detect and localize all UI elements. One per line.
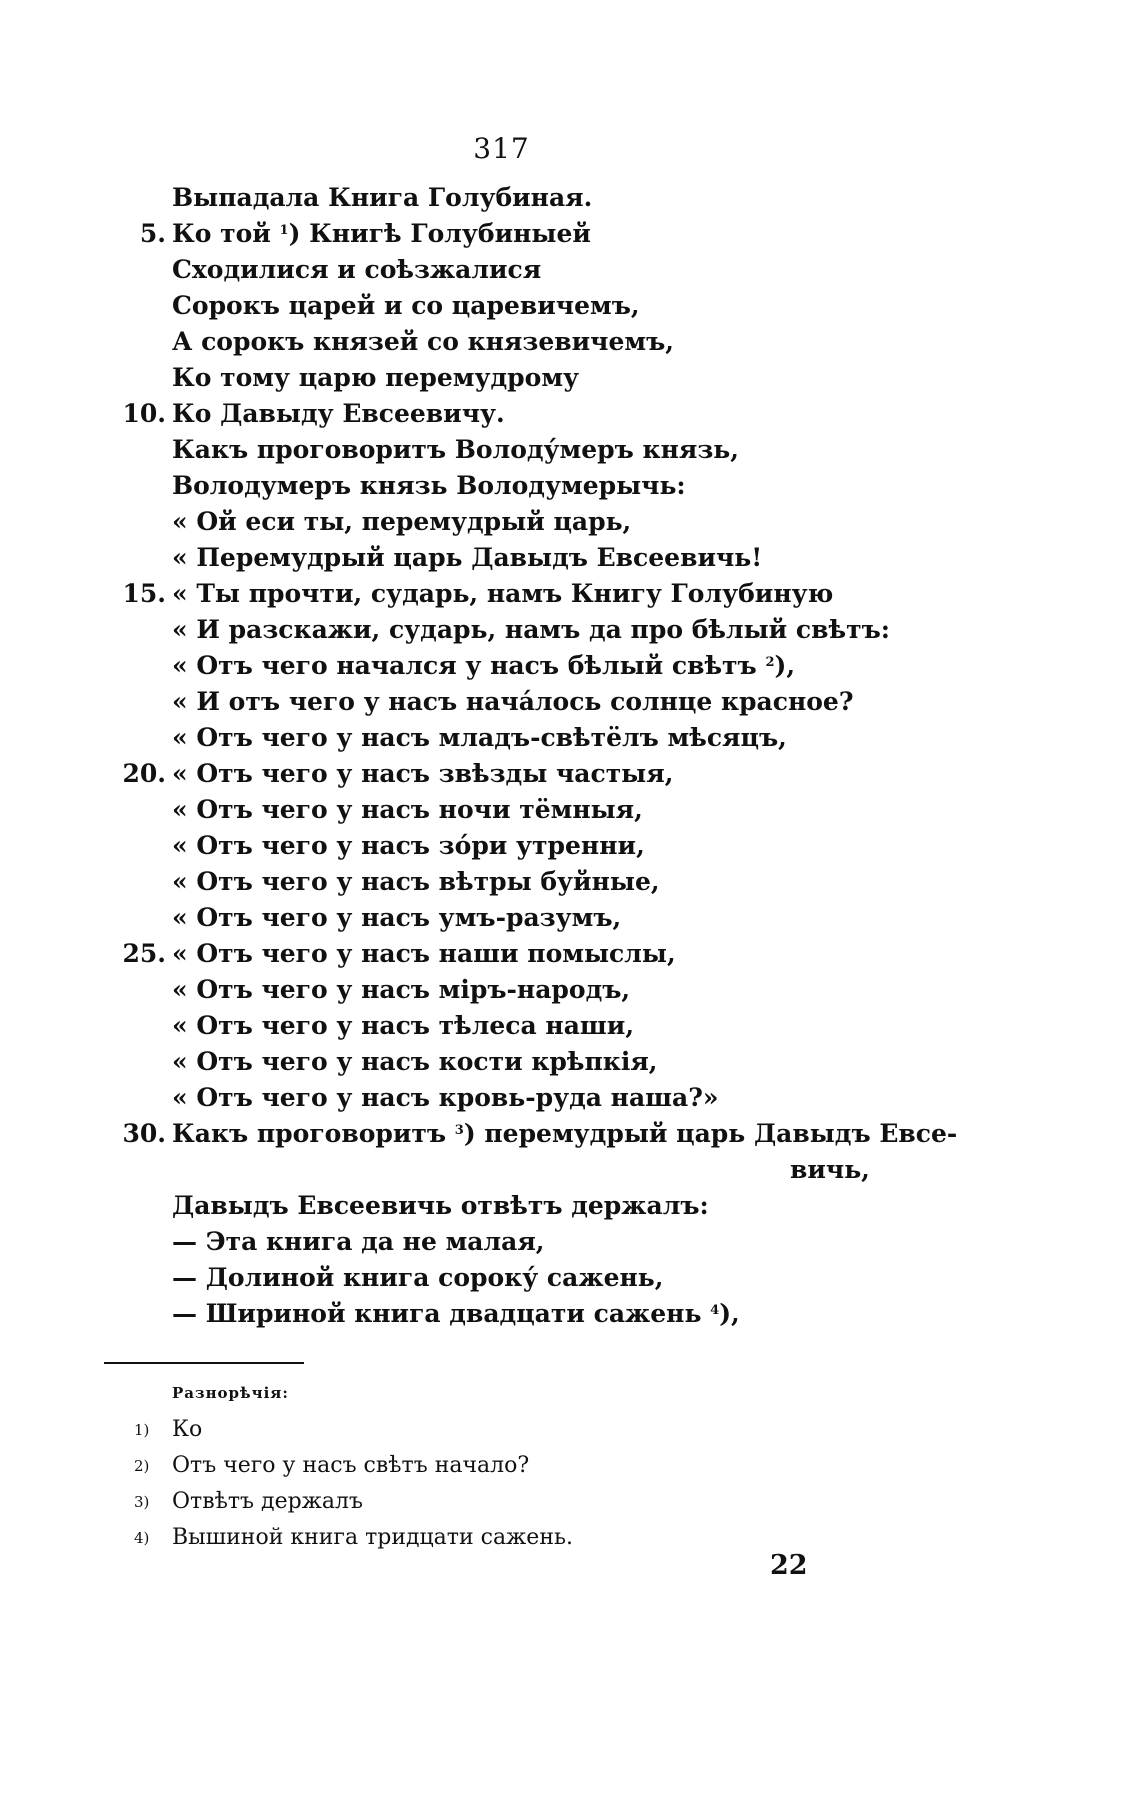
verse-line [0, 1008, 1000, 1044]
line-text-main: вичь, [790, 1155, 870, 1184]
line-text-main: — Эта книга да не малая, [172, 1227, 545, 1256]
variant-item [0, 1520, 700, 1556]
line-text-main: Давыдъ Евсеевичь отвѣтъ держалъ: [172, 1191, 709, 1220]
verse-line [0, 864, 1000, 900]
variant-text: Отъ чего у насъ свѣтъ начало? [172, 1453, 530, 1478]
line-text [172, 900, 621, 936]
footnote-ref-paren: ) [463, 1119, 476, 1148]
line-text-main: Какъ проговоритъ [172, 1119, 455, 1148]
line-text [172, 432, 739, 468]
verse-line [0, 972, 1000, 1008]
line-text-main: « Отъ чего начался у насъ бѣлый свѣтъ [172, 651, 766, 680]
line-text-main: « И разскажи, сударь, намъ да про бѣлый свѣтъ: [172, 615, 890, 644]
line-text [172, 396, 505, 432]
line-text [172, 864, 660, 900]
verse-line [0, 216, 1000, 252]
line-text-main: « И отъ чего у насъ нача́лось солнце красное? [172, 687, 854, 716]
line-text-after: , [731, 1299, 740, 1328]
line-text-main: « Отъ чего у насъ звѣзды частыя, [172, 759, 674, 788]
variant-mark: 2) [134, 1457, 150, 1475]
line-text [172, 1008, 634, 1044]
line-text [790, 1152, 870, 1188]
line-text [172, 540, 762, 576]
verse-line [0, 252, 1000, 288]
verse-line [0, 684, 1000, 720]
line-text [172, 1116, 957, 1152]
line-text-main: « Отъ чего у насъ ночи тёмныя, [172, 795, 643, 824]
line-number: 25. [122, 939, 166, 968]
line-text [172, 288, 640, 324]
line-text [172, 1188, 709, 1224]
verse-line [0, 612, 1000, 648]
verse-line [0, 1188, 1000, 1224]
variant-mark: 1) [134, 1421, 150, 1439]
verse-line [0, 756, 1000, 792]
verse-line [0, 504, 1000, 540]
line-text [172, 1044, 658, 1080]
verse-line [0, 1080, 1000, 1116]
verse-line [0, 432, 1000, 468]
footnote-ref: 1 [279, 223, 289, 238]
line-text [172, 792, 643, 828]
variant-text: Ко [172, 1417, 203, 1442]
line-text-main: Володумеръ князь Володумерычь: [172, 471, 686, 500]
variant-mark: 3) [134, 1493, 150, 1511]
line-text [172, 720, 787, 756]
verse-line [0, 1044, 1000, 1080]
line-text-after: перемудрый царь Давыдъ Евсе- [475, 1119, 958, 1148]
line-text-main: « Отъ чего у насъ кости крѣпкія, [172, 1047, 658, 1076]
variant-item [0, 1448, 700, 1484]
verse-line [0, 720, 1000, 756]
footnote-ref: 4 [710, 1303, 720, 1318]
line-text [172, 360, 579, 396]
variant-item [0, 1484, 700, 1520]
line-text-main: Сходилися и соѣзжалися [172, 255, 542, 284]
line-text-main: — Долиной книга сороку́ сажень, [172, 1263, 664, 1292]
variants-list [0, 1412, 700, 1556]
line-text-main: Выпадала Книга Голубиная. [172, 183, 593, 212]
verse-line [0, 468, 1000, 504]
verse-line [0, 540, 1000, 576]
line-text [172, 612, 890, 648]
variant-mark: 4) [134, 1529, 150, 1547]
line-text [172, 216, 591, 252]
verse-line [0, 576, 1000, 612]
line-text-after: Книгѣ Голубиныей [300, 219, 591, 248]
line-text-after: , [786, 651, 796, 680]
variant-text: Вышиной книга тридцати сажень. [172, 1525, 573, 1550]
footnote-ref-paren: ) [288, 219, 301, 248]
line-number: 30. [122, 1119, 166, 1148]
line-text-main: Сорокъ царей и со царевичемъ, [172, 291, 640, 320]
line-text-main: « Отъ чего у насъ міръ-народъ, [172, 975, 631, 1004]
line-number: 10. [122, 399, 166, 428]
line-text-main: « Отъ чего у насъ тѣлеса наши, [172, 1011, 635, 1040]
verse-line [0, 288, 1000, 324]
signature-mark: 22 [770, 1550, 808, 1581]
line-text [172, 1296, 740, 1332]
line-text [172, 1224, 545, 1260]
verse-line [0, 1224, 1000, 1260]
line-number: 20. [122, 759, 166, 788]
footnote-ref: 3 [454, 1123, 464, 1138]
verse-line [0, 180, 1000, 216]
verse-block [0, 180, 1000, 1332]
line-text [172, 936, 676, 972]
line-text-main: « Отъ чего у насъ умъ-разумъ, [172, 903, 622, 932]
variant-text: Отвѣтъ держалъ [172, 1489, 363, 1514]
line-text [172, 180, 592, 216]
line-text [172, 1260, 663, 1296]
line-text-main: Какъ проговоритъ Володу́меръ князь, [172, 435, 739, 464]
verse-line [0, 792, 1000, 828]
footnote-ref: 2 [765, 655, 775, 670]
footnote-rule [104, 1362, 304, 1364]
verse-line [0, 1260, 1000, 1296]
line-text [172, 972, 630, 1008]
verse-line [0, 1116, 1000, 1152]
line-text [172, 504, 631, 540]
footnote-ref-paren: ) [719, 1299, 732, 1328]
verse-line [0, 324, 1000, 360]
line-text [172, 576, 833, 612]
verse-line [0, 936, 1000, 972]
variant-item [0, 1412, 700, 1448]
line-text [172, 324, 674, 360]
line-text [172, 468, 686, 504]
line-text-main: « Отъ чего у насъ младъ-свѣтёлъ мѣсяцъ, [172, 723, 787, 752]
verse-line [0, 648, 1000, 684]
line-text-main: А сорокъ князей со князевичемъ, [172, 327, 674, 356]
verse-line [0, 900, 1000, 936]
line-text [172, 252, 541, 288]
line-text [172, 648, 795, 684]
line-text-main: Ко той [172, 219, 280, 248]
line-text-main: « Перемудрый царь Давыдъ Евсеевичь! [172, 543, 763, 572]
line-text-main: Ко тому царю перемудрому [172, 363, 580, 392]
line-text-main: — Шириной книга двадцати сажень [172, 1299, 711, 1328]
line-text [172, 1080, 719, 1116]
footnote-ref-paren: ) [774, 651, 787, 680]
line-text [172, 756, 673, 792]
line-text-main: « Отъ чего у насъ кровь-руда наша?» [172, 1083, 719, 1112]
line-number: 5. [139, 219, 166, 248]
verse-line [0, 360, 1000, 396]
line-number: 15. [122, 579, 166, 608]
verse-line [0, 396, 1000, 432]
line-text [172, 684, 853, 720]
line-text-main: « Отъ чего у насъ зо́ри утренни, [172, 831, 645, 860]
line-text-main: « Отъ чего у насъ вѣтры буйные, [172, 867, 660, 896]
line-text-main: « Отъ чего у насъ наши помыслы, [172, 939, 676, 968]
verse-line [0, 1152, 1000, 1188]
line-text [172, 828, 645, 864]
page-number: 317 [473, 132, 530, 165]
line-text-main: « Ты прочти, сударь, намъ Книгу Голубиную [172, 579, 834, 608]
variants-heading: Разнорѣчія: [172, 1384, 289, 1402]
line-text-main: Ко Давыду Евсеевичу. [172, 399, 505, 428]
verse-line [0, 1296, 1000, 1332]
verse-line [0, 828, 1000, 864]
line-text-main: « Ой еси ты, перемудрый царь, [172, 507, 632, 536]
